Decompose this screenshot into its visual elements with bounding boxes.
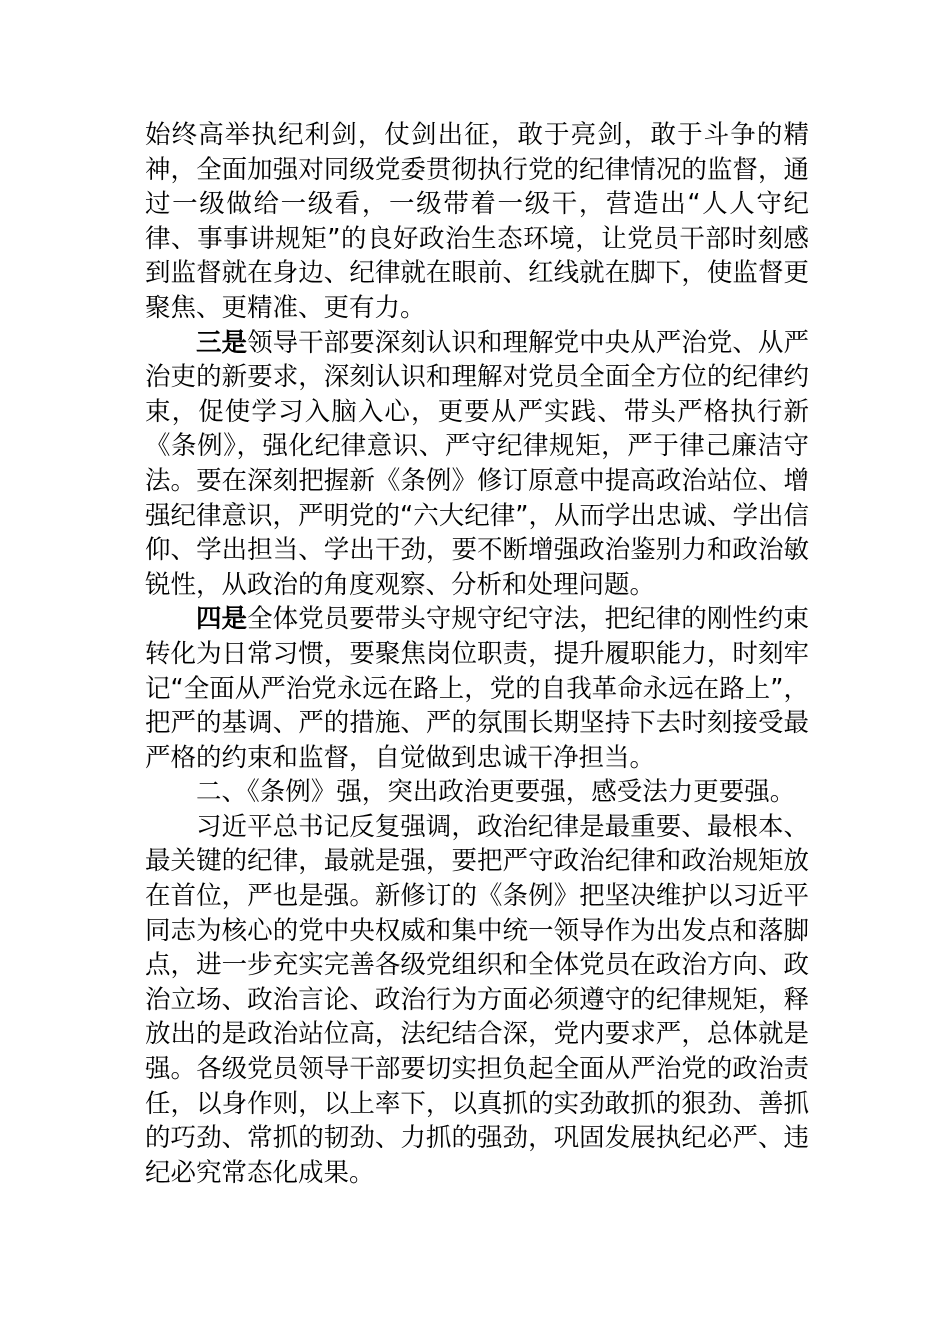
document-body <box>145 118 809 1190</box>
paragraph-lead: 四是 <box>196 604 248 635</box>
paragraph-text: 全体党员要带头守规守纪守法，把纪律的刚性约束转化为日常习惯，要聚焦岗位职责，提升履职能力，时刻牢记“全面从严治党永远在路上，党的自我革命永远在路上”，把严的基调、严的措施、严的氛围长期坚持下去时刻接受最严格的约束和监督，自觉做到忠诚干净担当。 <box>145 604 809 773</box>
paragraph-point-three <box>145 326 809 603</box>
paragraph-text: 领导干部要深刻认识和理解党中央从严治党、从严治吏的新要求，深刻认识和理解对党员全面全方位的纪律约束，促使学习入脑入心，更要从严实践、带头严格执行新《条例》，强化纪律意识、严守纪律规矩，严于律己廉洁守法。要在深刻把握新《条例》修订原意中提高政治站位、增强纪律意识，严明党的“六大纪律”，从而学出忠诚、学出信仰、学出担当、学出干劲，要不断增强政治鉴别力和政治敏锐性，从政治的角度观察、分析和处理问题。 <box>145 327 809 600</box>
paragraph-lead: 三是 <box>196 327 248 358</box>
paragraph-section-two-body <box>145 810 809 1191</box>
paragraph-text: 习近平总书记反复强调，政治纪律是最重要、最根本、最关键的纪律，最就是强，要把严守政治纪律和政治规矩放在首位，严也是强。新修订的《条例》把坚决维护以习近平同志为核心的党中央权威和集中统一领导作为出发点和落脚点，进一步充实完善各级党组织和全体党员在政治方向、政治立场、政治言论、政治行为方面必须遵守的纪律规矩，释放出的是政治站位高，法纪结合深，党内要求严，总体就是强。各级党员领导干部要切实担负起全面从严治党的政治责任，以身作则，以上率下，以真抓的实劲敢抓的狠劲、善抓的巧劲、常抓的韧劲、力抓的强劲，巩固发展执纪必严、违纪必究常态化成果。 <box>145 811 809 1188</box>
section-heading <box>145 775 809 810</box>
paragraph-continuation <box>145 118 809 326</box>
paragraph-text: 始终高举执纪利剑，仗剑出征，敢于亮剑，敢于斗争的精神，全面加强对同级党委贯彻执行党的纪律情况的监督，通过一级做给一级看，一级带着一级干，营造出“人人守纪律、事事讲规矩”的良好政治生态环境，让党员干部时刻感到监督就在身边、纪律就在眼前、红线就在脚下，使监督更聚焦、更精准、更有力。 <box>145 120 809 323</box>
section-heading-text: 二、《条例》强，突出政治更要强，感受法力更要强。 <box>196 777 796 808</box>
paragraph-point-four <box>145 602 809 775</box>
